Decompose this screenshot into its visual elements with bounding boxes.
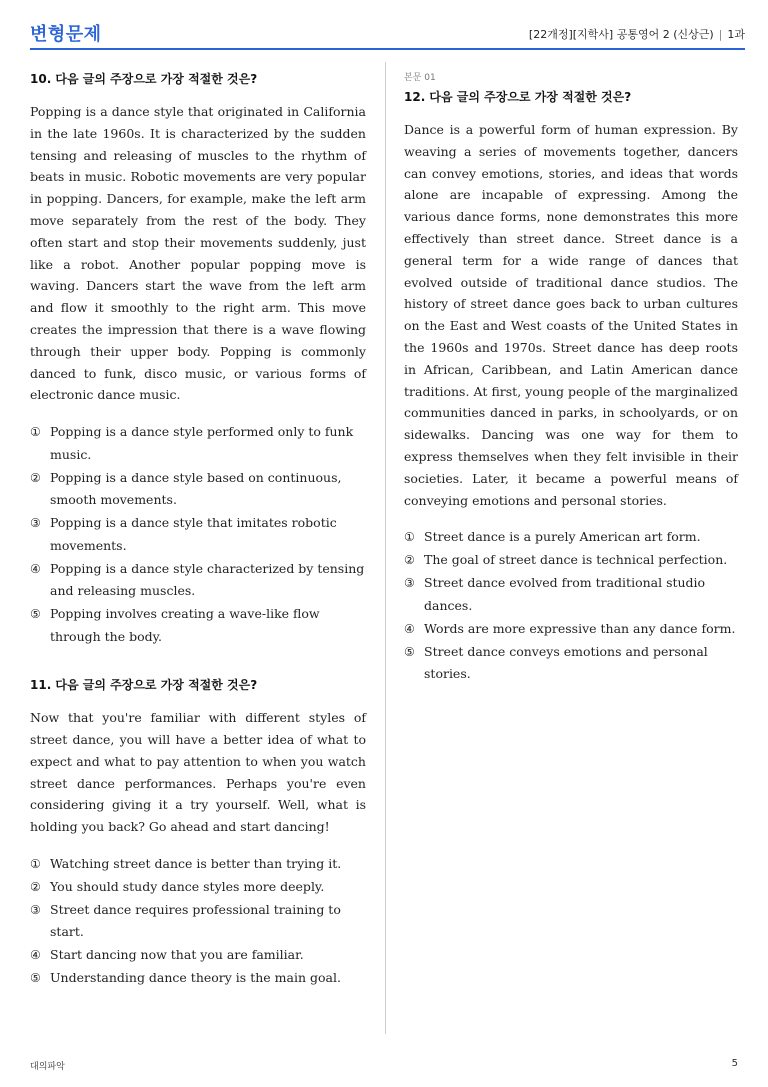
choice-number: ③ bbox=[30, 902, 41, 917]
choice-text: Words are more expressive than any dance form. bbox=[424, 620, 736, 636]
column-divider bbox=[385, 62, 386, 1034]
course-info bbox=[529, 26, 745, 42]
answer-choice[interactable] bbox=[30, 603, 366, 648]
question-passage: Dance is a powerful form of human expression. By weaving a series of movements together, dancers can convey emotions, stories, and ideas that words alone are incapable of expressing. Among the various dance forms, none demonstrates this more effectively than street dance. Street dance is a general term for a wide range of dances that evolved outside of traditional dance studios. The history of street dance goes back to urban cultures on the East and West coasts of the United States in the 1960s and 1970s. Street dance has deep roots in African, Caribbean, and Latin American dance traditions. At first, young people of the marginalized communities danced in parks, in schoolyards, or on sidewalks. Dancing was one way for them to express themselves when they felt invisible in their societies. Later, it became a powerful means of conveying emotions and personal stories. bbox=[404, 122, 738, 508]
choice-text: Popping involves creating a wave-like flow through the body. bbox=[50, 606, 320, 644]
answer-choice[interactable] bbox=[30, 421, 366, 466]
choice-number: ② bbox=[30, 470, 41, 485]
choice-number: ④ bbox=[30, 948, 41, 963]
choice-number: ① bbox=[404, 530, 415, 545]
answer-choice[interactable] bbox=[30, 944, 366, 967]
choice-text: Start dancing now that you are familiar. bbox=[50, 947, 304, 963]
answer-choice[interactable] bbox=[30, 899, 366, 944]
choice-number: ⑤ bbox=[404, 644, 415, 659]
question-11 bbox=[30, 676, 366, 990]
choice-number: ③ bbox=[30, 516, 41, 531]
answer-choice[interactable] bbox=[30, 853, 366, 876]
right-column bbox=[404, 70, 738, 686]
course-name: [22개정][지학사] 공통영어 2 (신상근) bbox=[528, 28, 714, 41]
choice-text: Popping is a dance style performed only to funk music. bbox=[50, 424, 354, 462]
choice-text: Popping is a dance style characterized by tensing and releasing muscles. bbox=[50, 560, 365, 599]
page-number: 5 bbox=[731, 1058, 738, 1069]
brand-title: 변형문제 bbox=[30, 24, 102, 45]
answer-choice[interactable] bbox=[30, 512, 366, 557]
question-10 bbox=[30, 70, 366, 648]
answer-choice[interactable] bbox=[30, 467, 366, 512]
question-12 bbox=[404, 70, 738, 686]
choice-number: ③ bbox=[404, 576, 415, 591]
lesson-label: 1과 bbox=[727, 28, 745, 41]
answer-choices bbox=[30, 421, 366, 648]
footer-publisher: 대의파악 bbox=[30, 1062, 65, 1072]
choice-text: Street dance conveys emotions and personal stories. bbox=[424, 643, 708, 682]
choice-text: Street dance requires professional training to start. bbox=[50, 901, 341, 940]
choice-text: Street dance evolved from traditional studio dances. bbox=[424, 575, 706, 613]
choice-number: ② bbox=[30, 879, 41, 894]
choice-text: The goal of street dance is technical perfection. bbox=[424, 552, 728, 568]
question-title: 10. 다음 글의 주장으로 가장 적절한 것은? bbox=[30, 72, 258, 86]
passage-source-label: 본문 01 bbox=[404, 73, 436, 83]
question-passage: Popping is a dance style that originated in California in the late 1960s. It is characterized by the sudden tensing and releasing of muscles to the rhythm of beats in music. Robotic movements are very popular in popping. Dancers, for example, make the left arm move separately from the rest of the body. They often start and stop their movements suddenly, just like a robot. Another popular popping move is waving. Dancers start the wave from the left arm and flow it smoothly to the right arm. This move creates the impression that there is a wave flowing through their upper body. Popping is commonly danced to funk, disco music, or various forms of electronic dance music. bbox=[30, 104, 366, 403]
answer-choice[interactable] bbox=[30, 876, 366, 899]
choice-number: ④ bbox=[30, 561, 41, 576]
answer-choice[interactable] bbox=[30, 558, 366, 603]
answer-choices bbox=[404, 526, 738, 686]
answer-choice[interactable] bbox=[404, 618, 738, 641]
answer-choices bbox=[30, 853, 366, 990]
choice-number: ② bbox=[404, 553, 415, 568]
answer-choice[interactable] bbox=[404, 526, 738, 549]
choice-number: ① bbox=[30, 856, 41, 871]
choice-number: ① bbox=[30, 425, 41, 440]
choice-text: Popping is a dance style that imitates robotic movements. bbox=[50, 515, 337, 553]
choice-text: Understanding dance theory is the main goal. bbox=[50, 970, 341, 986]
choice-text: You should study dance styles more deeply. bbox=[50, 878, 325, 894]
page-header bbox=[30, 18, 745, 50]
answer-choice[interactable] bbox=[30, 967, 366, 990]
choice-number: ④ bbox=[404, 621, 415, 636]
answer-choice[interactable] bbox=[404, 641, 738, 686]
question-title: 12. 다음 글의 주장으로 가장 적절한 것은? bbox=[404, 90, 632, 104]
answer-choice[interactable] bbox=[404, 549, 738, 572]
choice-text: Watching street dance is better than trying it. bbox=[50, 855, 342, 871]
choice-text: Street dance is a purely American art form. bbox=[424, 529, 701, 545]
choice-number: ⑤ bbox=[30, 971, 41, 986]
header-separator: | bbox=[718, 28, 723, 41]
answer-choice[interactable] bbox=[404, 572, 738, 617]
left-column bbox=[30, 70, 366, 990]
choice-number: ⑤ bbox=[30, 607, 41, 622]
choice-text: Popping is a dance style based on continuous, smooth movements. bbox=[50, 469, 342, 508]
question-title: 11. 다음 글의 주장으로 가장 적절한 것은? bbox=[30, 678, 258, 693]
question-passage: Now that you're familiar with different styles of street dance, you will have a better idea of what to expect and what to pay attention to when you watch street dance performances. Perhaps you're even considering giving it a try yourself. Well, what is holding you back? Go ahead and start dancing! bbox=[30, 710, 366, 835]
